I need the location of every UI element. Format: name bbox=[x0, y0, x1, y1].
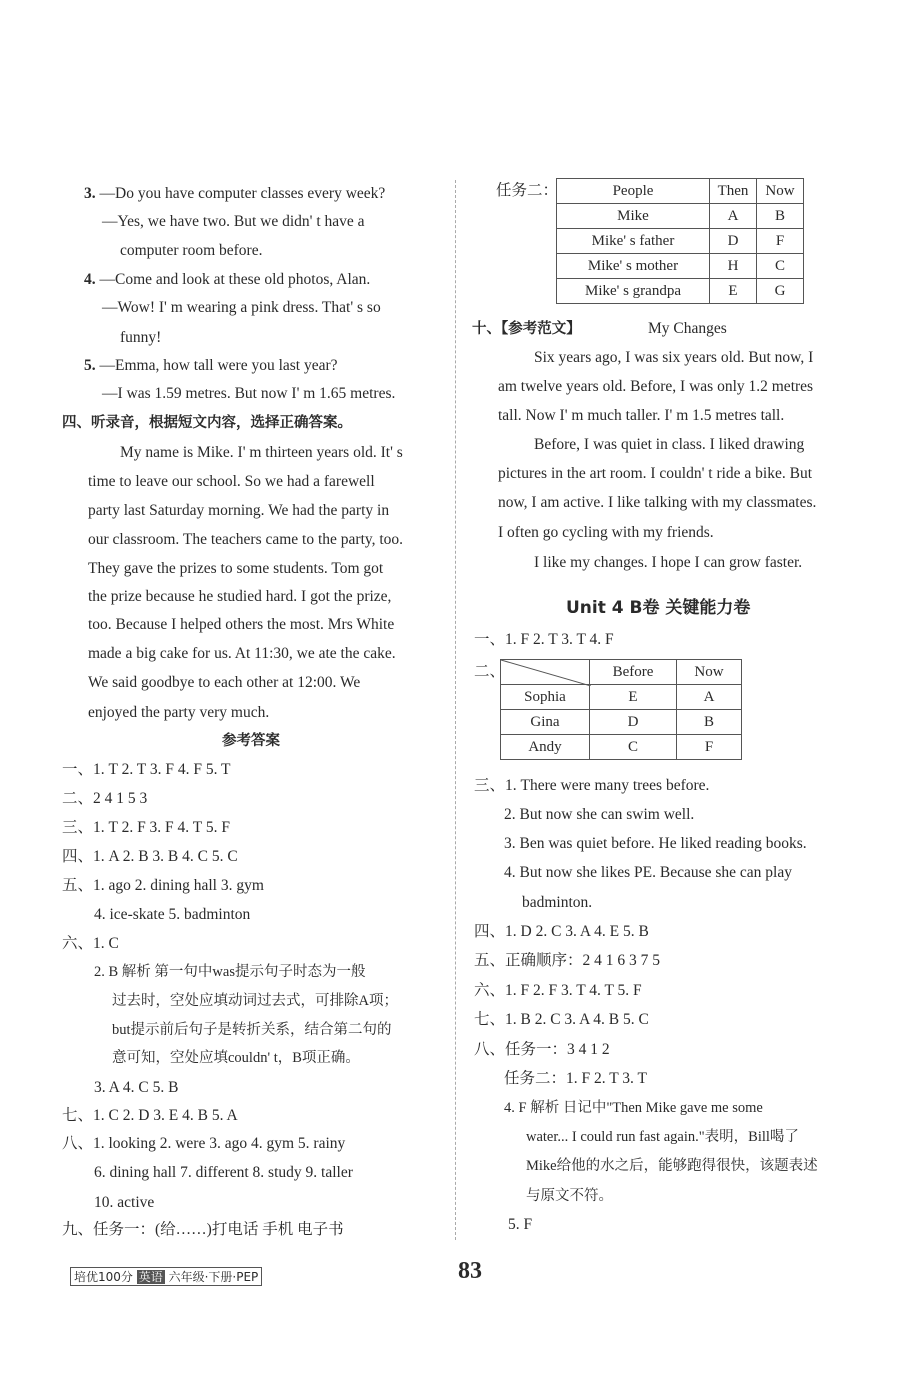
passage-line: made a big cake for us. At 11:30, we ate the cake. bbox=[88, 645, 396, 662]
table-row bbox=[501, 685, 742, 710]
essay-title: My Changes bbox=[648, 320, 727, 337]
q4-line3: funny! bbox=[120, 329, 162, 346]
badge-grade: 六年级·下册·PEP bbox=[168, 1270, 259, 1284]
table-row bbox=[557, 204, 804, 229]
table-header-cell: Then bbox=[710, 179, 757, 204]
answer-line: 任务二：1. F 2. T 3. T bbox=[504, 1070, 647, 1087]
passage-line: party last Saturday morning. We had the party in bbox=[88, 502, 390, 519]
answer-line: 六、1. F 2. F 3. T 4. T 5. F bbox=[474, 982, 642, 999]
q3-line3: computer room before. bbox=[120, 242, 263, 259]
analysis-line: water... I could run fast again."表明，Bill喝了 bbox=[526, 1129, 799, 1145]
q4-line2: —Wow! I' m wearing a pink dress. That' s so bbox=[102, 299, 381, 316]
q3-line1: 3. —Do you have computer classes every week? bbox=[84, 185, 386, 202]
answer-line: 七、1. B 2. C 3. A 4. B 5. C bbox=[474, 1011, 649, 1028]
analysis-line: but提示前后句子是转折关系，结合第二句的 bbox=[112, 1022, 392, 1038]
answer-line: 2. But now she can swim well. bbox=[504, 806, 695, 823]
diagonal-line bbox=[501, 660, 591, 686]
table2-label: 二、 bbox=[474, 663, 506, 680]
table-cell: H bbox=[710, 254, 757, 279]
answer-line: 5. F bbox=[508, 1216, 533, 1233]
table-cell: Gina bbox=[501, 710, 590, 735]
unit-title: Unit 4 B卷 关键能力卷 bbox=[566, 598, 751, 618]
table-cell: Sophia bbox=[501, 685, 590, 710]
table-cell: D bbox=[710, 229, 757, 254]
q5-line2: —I was 1.59 metres. But now I' m 1.65 metres. bbox=[102, 385, 396, 402]
table-row bbox=[557, 254, 804, 279]
answer-line: 一、1. F 2. T 3. T 4. F bbox=[474, 631, 614, 648]
answer-line: 3. A 4. C 5. B bbox=[94, 1079, 179, 1096]
table-cell: C bbox=[590, 735, 677, 760]
table-cell: B bbox=[757, 204, 804, 229]
passage-line: enjoyed the party very much. bbox=[88, 704, 270, 721]
answer-line: 6. dining hall 7. different 8. study 9. taller bbox=[94, 1164, 353, 1181]
task2-label: 任务二： bbox=[496, 182, 559, 199]
analysis-line: 过去时，空处应填动词过去式，可排除A项； bbox=[112, 993, 398, 1009]
table-header-cell: Before bbox=[590, 660, 677, 685]
table-header-row bbox=[501, 660, 742, 685]
table-header-cell: Now bbox=[757, 179, 804, 204]
passage-line: My name is Mike. I' m thirteen years old. It' s bbox=[120, 444, 403, 461]
table-cell: A bbox=[710, 204, 757, 229]
passage-line: They gave the prizes to some students. Tom got bbox=[88, 560, 384, 577]
column-divider bbox=[455, 180, 456, 1240]
answers-title: 参考答案 bbox=[222, 733, 280, 749]
answer-line: 一、1. T 2. T 3. F 4. F 5. T bbox=[62, 761, 231, 778]
table-cell: G bbox=[757, 279, 804, 304]
essay-line: Before, I was quiet in class. I liked drawing bbox=[534, 436, 805, 453]
badge-subject: 英语 bbox=[138, 1270, 163, 1284]
table-cell: A bbox=[677, 685, 742, 710]
answer-line: 三、1. There were many trees before. bbox=[474, 777, 710, 794]
q4-line1: 4. —Come and look at these old photos, Alan. bbox=[84, 271, 371, 288]
table-cell: E bbox=[710, 279, 757, 304]
before-now-table bbox=[500, 659, 742, 760]
answer-line: 二、2 4 1 5 3 bbox=[62, 790, 148, 807]
table-cell: E bbox=[590, 685, 677, 710]
essay-line: tall. Now I' m much taller. I' m 1.5 metres tall. bbox=[498, 407, 785, 424]
answer-line: 四、1. A 2. B 3. B 4. C 5. C bbox=[62, 848, 238, 865]
table-cell: F bbox=[677, 735, 742, 760]
passage-line: too. Because I helped others the most. Mrs White bbox=[88, 616, 395, 633]
essay-line: I often go cycling with my friends. bbox=[498, 524, 714, 541]
table-cell: Mike' s mother bbox=[557, 254, 710, 279]
book-badge bbox=[70, 1267, 262, 1286]
essay-line: I like my changes. I hope I can grow faster. bbox=[534, 554, 803, 571]
answer-line: 八、任务一：3 4 1 2 bbox=[474, 1041, 610, 1058]
q5-line1: 5. —Emma, how tall were you last year? bbox=[84, 357, 338, 374]
passage-line: our classroom. The teachers came to the party, too. bbox=[88, 531, 404, 548]
section4-title: 四、听录音，根据短文内容，选择正确答案。 bbox=[62, 415, 352, 431]
answer-line: 八、1. looking 2. were 3. ago 4. gym 5. rainy bbox=[62, 1135, 346, 1152]
answer-line: 七、1. C 2. D 3. E 4. B 5. A bbox=[62, 1107, 238, 1124]
passage-line: the prize because he studied hard. I got the prize, bbox=[88, 588, 392, 605]
table-cell: D bbox=[590, 710, 677, 735]
essay-line: Six years ago, I was six years old. But now, I bbox=[534, 349, 814, 366]
essay-line: am twelve years old. Before, I was only 1.2 metres bbox=[498, 378, 814, 395]
people-table bbox=[556, 178, 804, 304]
table-cell: Mike' s grandpa bbox=[557, 279, 710, 304]
answer-line: 六、1. C bbox=[62, 935, 119, 952]
answer-line: badminton. bbox=[522, 894, 593, 911]
table-header-row bbox=[557, 179, 804, 204]
essay-line: now, I am active. I like talking with my classmates. bbox=[498, 494, 817, 511]
q3-line2: —Yes, we have two. But we didn' t have a bbox=[102, 213, 365, 230]
analysis-line: 意可知，空处应填couldn' t，B项正确。 bbox=[112, 1050, 360, 1066]
badge-brand: 培优100分 bbox=[74, 1270, 133, 1284]
table-cell: B bbox=[677, 710, 742, 735]
table-cell: Andy bbox=[501, 735, 590, 760]
table-cell: Mike bbox=[557, 204, 710, 229]
analysis-line: 4. F 解析 日记中"Then Mike gave me some bbox=[504, 1100, 763, 1116]
table-row bbox=[557, 229, 804, 254]
passage-line: We said goodbye to each other at 12:00. We bbox=[88, 674, 361, 691]
diagonal-header-cell bbox=[501, 660, 590, 685]
page-number: 83 bbox=[458, 1258, 482, 1284]
table-cell: C bbox=[757, 254, 804, 279]
answer-line: 五、正确顺序：2 4 1 6 3 7 5 bbox=[474, 952, 661, 969]
table-header-cell: People bbox=[557, 179, 710, 204]
essay-label: 十、【参考范文】 bbox=[472, 321, 581, 337]
answer-line: 四、1. D 2. C 3. A 4. E 5. B bbox=[474, 923, 649, 940]
table-row bbox=[501, 710, 742, 735]
table-cell: Mike' s father bbox=[557, 229, 710, 254]
answer-line: 九、任务一：(给……)打电话 手机 电子书 bbox=[62, 1221, 344, 1238]
analysis-line: Mike给他的水之后，能够跑得很快，该题表述 bbox=[526, 1158, 818, 1174]
passage-line: time to leave our school. So we had a farewell bbox=[88, 473, 375, 490]
answer-line: 4. ice-skate 5. badminton bbox=[94, 906, 251, 923]
answer-line: 三、1. T 2. F 3. F 4. T 5. F bbox=[62, 819, 230, 836]
answer-line: 10. active bbox=[94, 1194, 155, 1211]
table-cell: F bbox=[757, 229, 804, 254]
essay-line: pictures in the art room. I couldn' t ride a bike. But bbox=[498, 465, 813, 482]
analysis-line: 2. B 解析 第一句中was提示句子时态为一般 bbox=[94, 964, 366, 980]
answer-line: 3. Ben was quiet before. He liked reading books. bbox=[504, 835, 807, 852]
table-row bbox=[501, 735, 742, 760]
analysis-line: 与原文不符。 bbox=[526, 1188, 613, 1204]
table-header-cell: Now bbox=[677, 660, 742, 685]
answer-line: 五、1. ago 2. dining hall 3. gym bbox=[62, 877, 264, 894]
table-row bbox=[557, 279, 804, 304]
answer-line: 4. But now she likes PE. Because she can play bbox=[504, 864, 792, 881]
